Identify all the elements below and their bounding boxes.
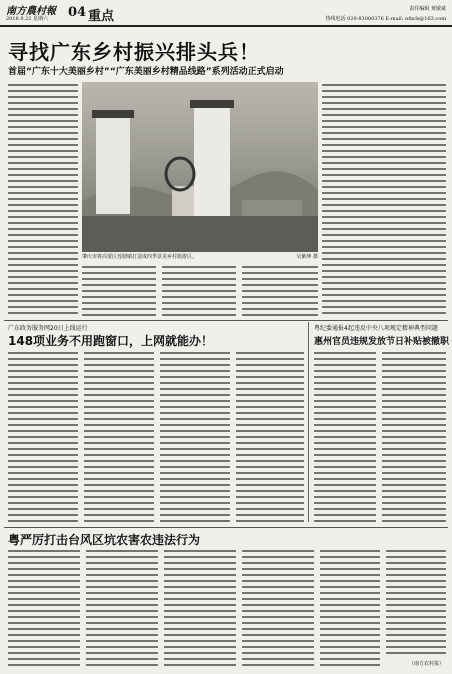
story2-headline: 148项业务不用跑窗口，上网就能办！ [8, 334, 214, 348]
story4-body-col-1 [8, 550, 80, 666]
lead-body-below-2 [162, 266, 236, 316]
village-gate-illustration [82, 82, 318, 252]
caption-text: 肇庆市将高要区莲塘镇打造成四季景美乡村旅游区。 [82, 254, 198, 260]
lead-photo-caption [82, 254, 318, 261]
lead-body-below-1 [82, 266, 156, 316]
story2-kicker: 广东政务服务网20日上线运行 [8, 325, 88, 332]
section-name: 重点 [88, 9, 115, 24]
lead-photo [82, 82, 318, 252]
story4-source-tag: （南方农村报） [408, 661, 444, 667]
story2-body-col-1 [8, 352, 78, 522]
story3-headline: 惠州官员违规发放节日补贴被撤职 [314, 337, 450, 347]
page-number: 04 [68, 5, 87, 20]
story4-body-col-4 [242, 550, 314, 666]
story2-body-col-4 [236, 352, 304, 522]
story3-body-col-2 [382, 352, 446, 522]
lead-body-below-3 [242, 266, 318, 316]
story4-body-col-5 [320, 550, 380, 666]
lead-headline: 寻找广东乡村振兴排头兵！ [8, 40, 260, 64]
editor-line: 责任编辑 黄敏斌 [409, 6, 446, 12]
masthead-logo: 南方農村報 [6, 6, 56, 17]
story4-body-col-2 [86, 550, 158, 666]
story4-headline: 粤严厉打击台风区坑农害农违法行为 [8, 533, 201, 547]
section-divider-2 [4, 527, 448, 528]
issue-date: 2018.9.22 星期六 [6, 16, 49, 22]
story4-body-col-3 [164, 550, 236, 666]
section-divider-1 [4, 320, 448, 321]
story4-body-col-6 [386, 550, 446, 658]
page-header [0, 0, 452, 24]
story3-body-col-1 [314, 352, 376, 522]
story2-body-col-3 [160, 352, 230, 522]
column-divider [308, 322, 309, 522]
hotline-line: 热线电话 020-83000376 E-mail: nfncb@163.com [325, 16, 446, 22]
story2-body-col-2 [84, 352, 154, 522]
photo-credit: 吴紫坤 摄 [296, 254, 318, 260]
lead-body-col-1 [8, 84, 78, 316]
story3-kicker: 粤纪委通报4起违反中央八项规定精神典型问题 [314, 325, 438, 332]
lead-subheadline: 首届“广东十大美丽乡村”“广东美丽乡村精品线路”系列活动正式启动 [8, 67, 284, 77]
lead-body-col-right [322, 84, 446, 316]
header-rule [0, 25, 452, 27]
